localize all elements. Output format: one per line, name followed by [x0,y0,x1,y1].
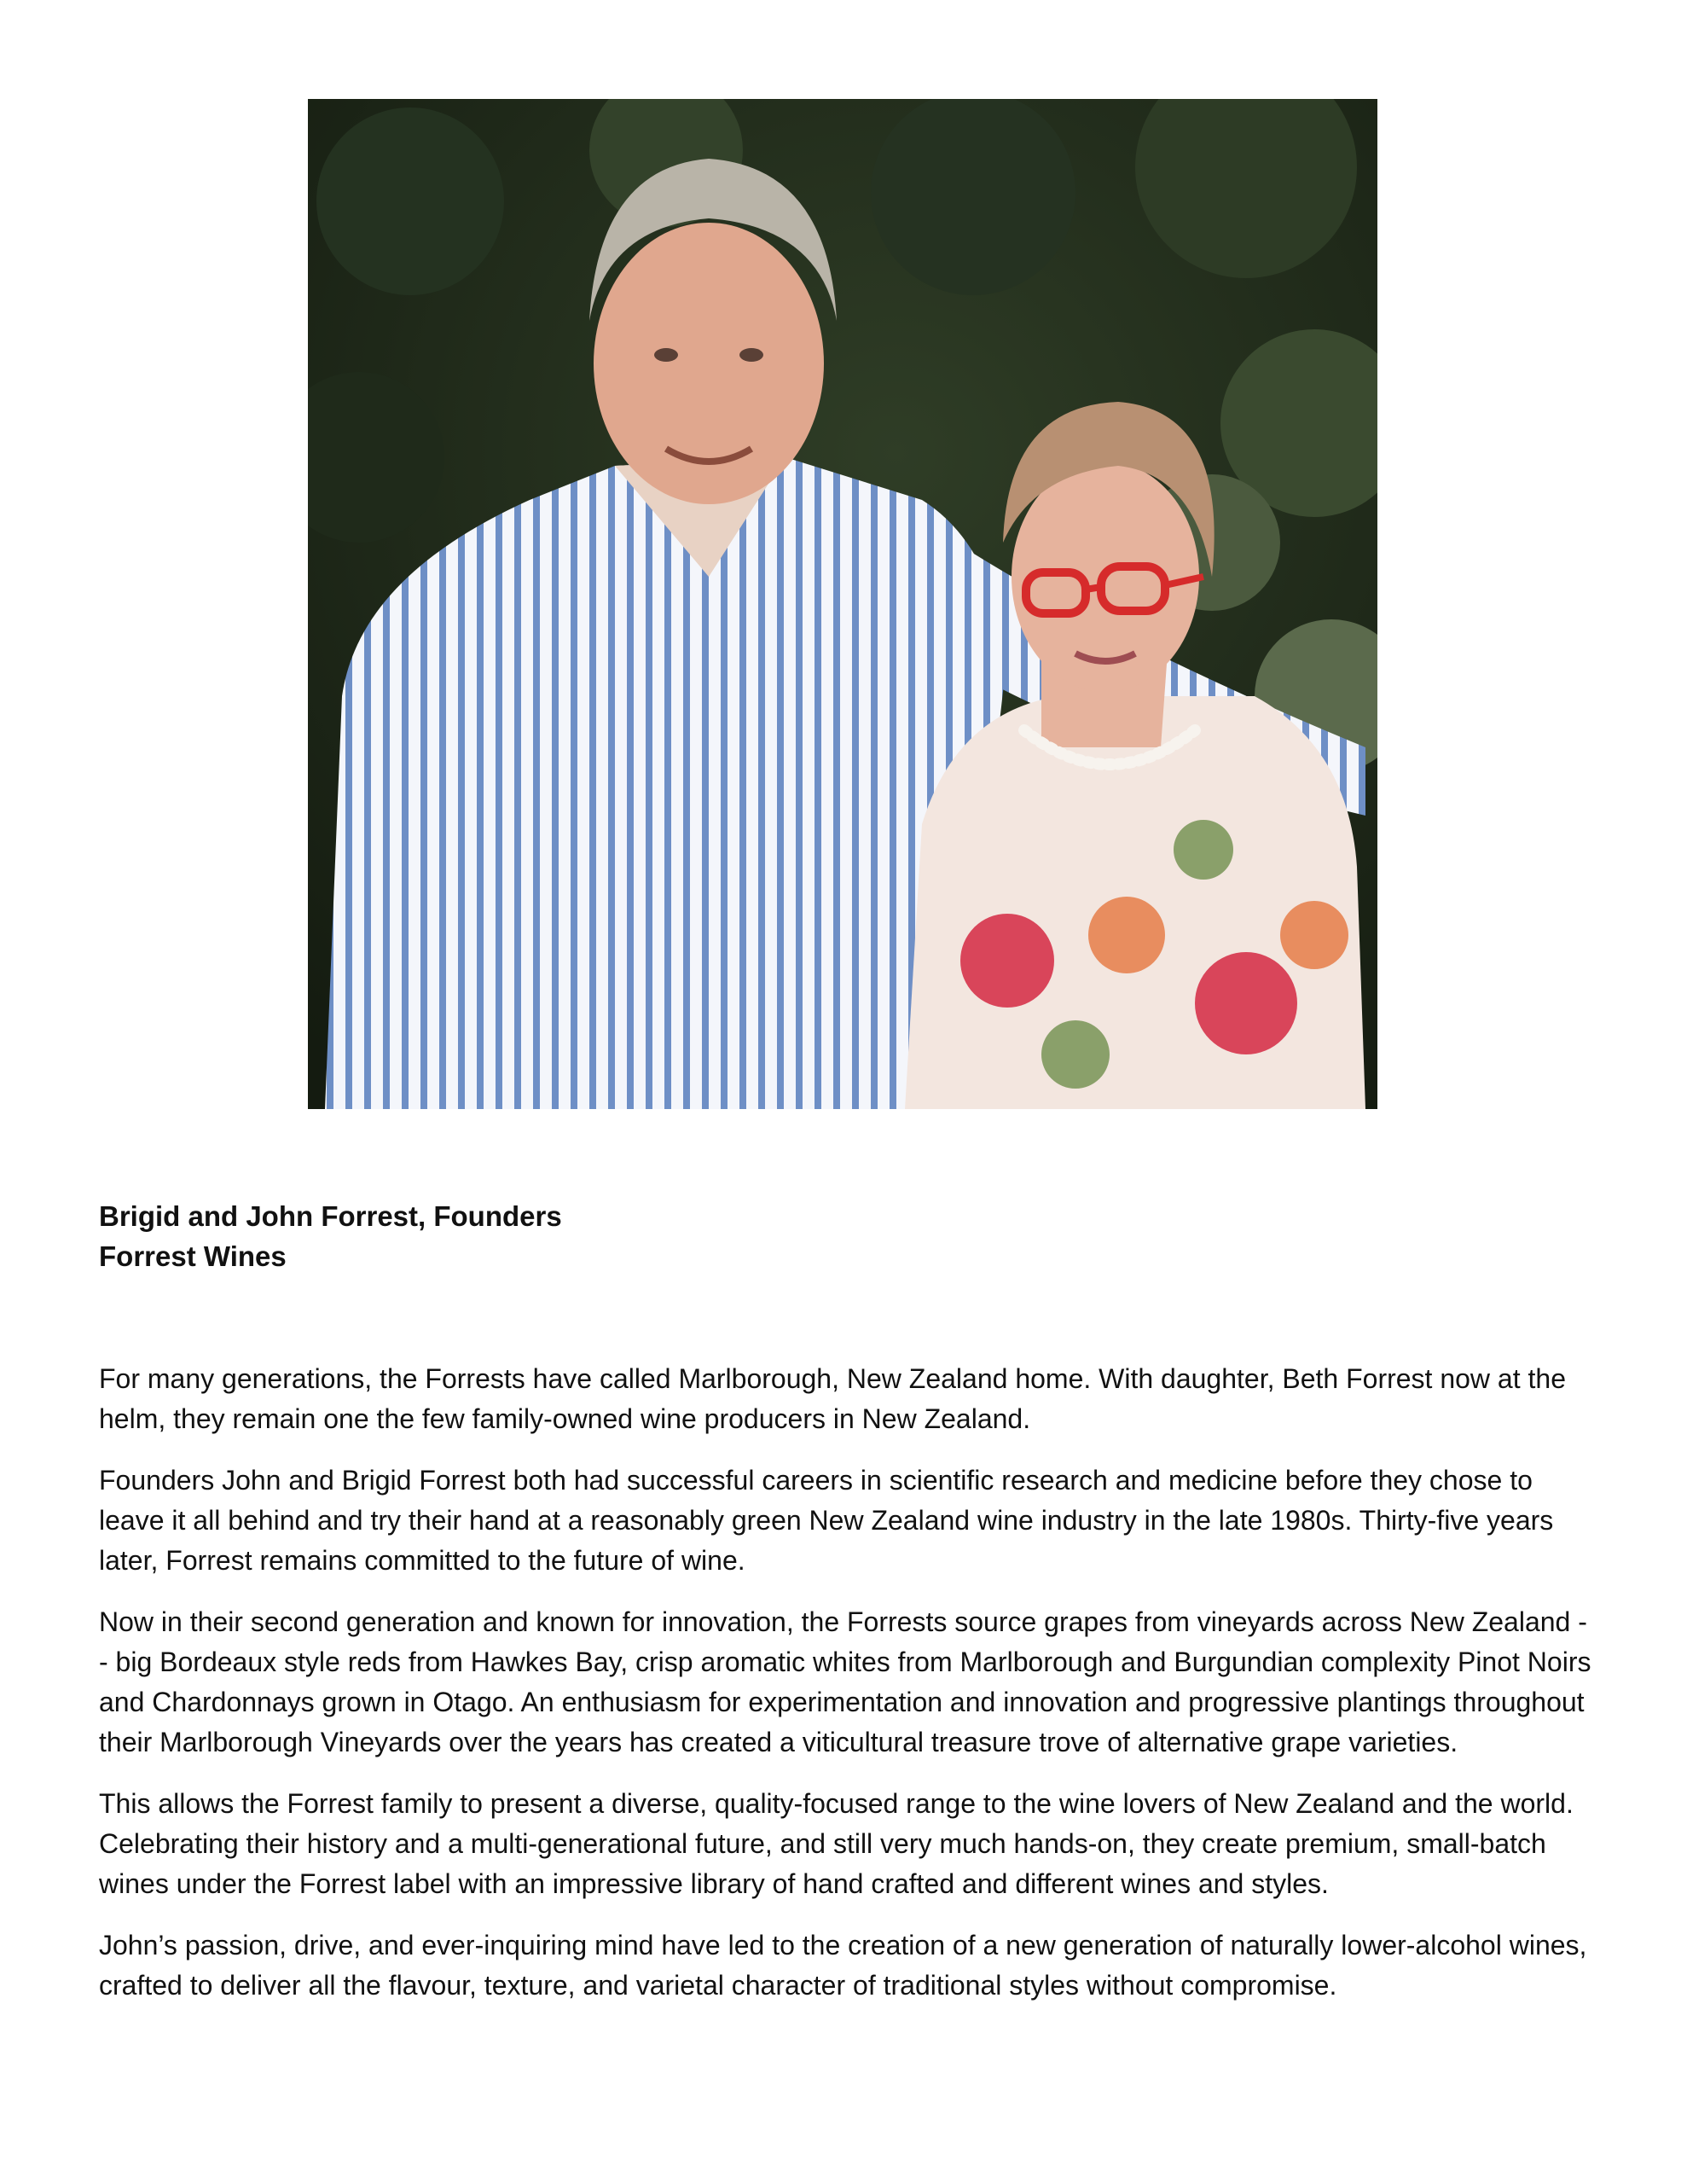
paragraph: Founders John and Brigid Forrest both had successful careers in scientific research and medicine before they chose to leave it all behind and try their hand at a reasonably green New Zealand wine industry in the late 1980s. Thirty-five years later, Forrest remains committed to the future of wine. [99,1465,1554,1576]
article-body [99,1359,1591,2027]
caption-founders: Brigid and John Forrest, Founders [99,1200,562,1232]
caption-company: Forrest Wines [99,1240,287,1272]
founders-photo [308,99,1377,1109]
paragraph: Now in their second generation and known for innovation, the Forrests source grapes from vineyards across New Zealand -- big Bordeaux style reds from Hawkes Bay, crisp aromatic whites from Marlborough and Burgundian complexity Pinot Noirs and Chardonnays grown in Otago. An enthusiasm for experimentation and innovation and progressive plantings throughout their Marlborough Vineyards over the years has created a viticultural treasure trove of alternative grape varieties. [99,1606,1591,1757]
photo-caption [99,1196,867,1276]
paragraph: This allows the Forrest family to present a diverse, quality-focused range to the wine lovers of New Zealand and the world. Celebrating their history and a multi-generational future, and still very much hands-on, they create premium, small-batch wines under the Forrest label with an impressive library of hand crafted and different wines and styles. [99,1788,1574,1899]
paragraph: John’s passion, drive, and ever-inquiring mind have led to the creation of a new generation of naturally lower-alcohol wines, crafted to deliver all the flavour, texture, and varietal character of traditional styles without compromise. [99,1930,1587,2001]
paragraph: For many generations, the Forrests have called Marlborough, New Zealand home. With daughter, Beth Forrest now at the helm, they remain one the few family-owned wine producers in New Zealand. [99,1363,1566,1434]
